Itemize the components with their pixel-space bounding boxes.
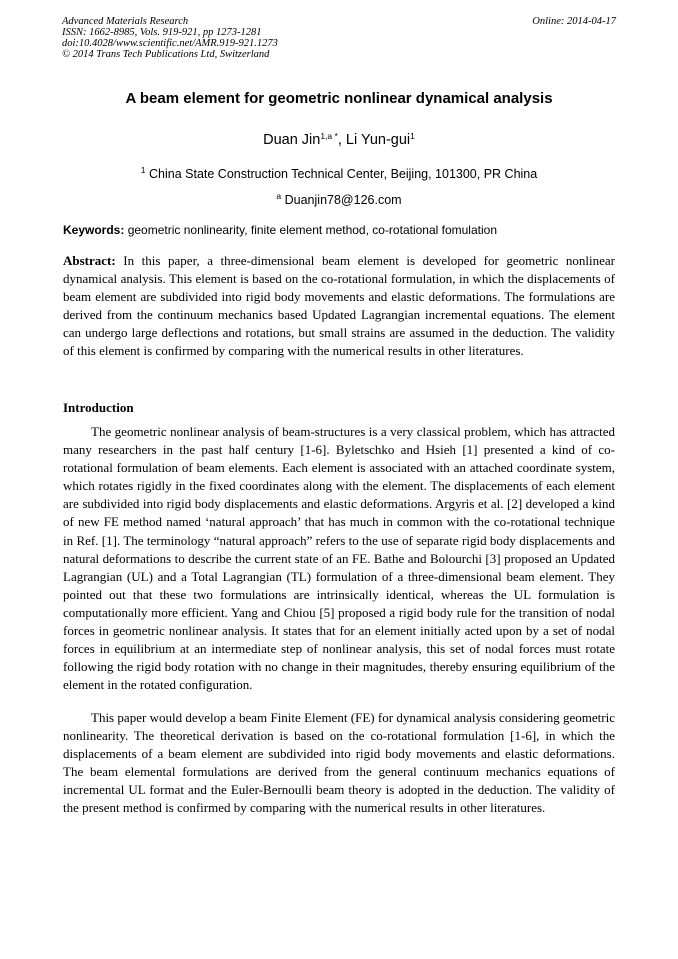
affiliation-superscript: 1 — [140, 165, 146, 175]
abstract — [63, 252, 615, 361]
abstract-label: Abstract: — [63, 253, 116, 268]
author-1: Duan Jin — [263, 132, 321, 148]
introduction-paragraph-1: The geometric nonlinear analysis of beam-structures is a very classical problem, which has attracted many researchers in the past half century [1-6]. Byletschko and Hsieh [1] presented a kind of co-rotational formulation of beam elements. Each element is associated with an attached coordinate system, which rotates rigidly in the fixed coordinates along with the element. The displacements of each element are subdivided into rigid body displacements and elastic deformations. Argyris et al. [2] developed a kind of new FE method named ‘natural approach’ that has much in common with the co-rotational technique in Ref. [1]. The terminology “natural approach” refers to the use of separate rigid body displacements and natural deformations to describe the current state of an FE. Bathe and Bolourchi [3] proposed an Updated Lagrangian (UL) and a Total Lagrangian (TL) formulation of a three-dimensional beam element. They pointed out that these two formulations are intrinsically identical, whereas the UL formulation is computationally more efficient. Yang and Chiou [5] proposed a rigid body rule for the transition of nodal forces in geometric nonlinear analysis. It states that for an element initially acted upon by a set of nodal forces in equilibrium at an intermediate step of nonlinear analysis, this set of nodal forces must rotate following the rigid body rotation with no change in their magnitudes, thereby ensuring equilibrium of the element in the rotated configuration. — [63, 424, 615, 693]
author-2-superscript: 1 — [410, 131, 415, 141]
issn-line: ISSN: 1662-8985, Vols. 919-921, pp 1273-1281 — [62, 27, 262, 38]
keywords-label: Keywords: — [63, 223, 125, 237]
affiliation-line — [40, 165, 638, 183]
copyright-line: © 2014 Trans Tech Publications Ltd, Switzerland — [62, 49, 270, 60]
keywords-text: geometric nonlinearity, finite element method, co-rotational fomulation — [124, 223, 497, 237]
online-date: Online: 2014-04-17 — [532, 16, 616, 27]
introduction-heading: Introduction — [63, 400, 134, 415]
abstract-text: In this paper, a three-dimensional beam element is developed for geometric nonlinear dynamical analysis. This element is based on the co-rotational formulation, in which the displacements of beam element are subdivided into rigid body movements and elastic deformations. The formulations are derived from the continuum mechanics based Updated Lagrangian incremental equations. The element can undergo large deflections and rotations, but small strains are assumed in the deduction. The validity of this element is confirmed by comparing with the numerical results in other literatures. — [63, 253, 615, 359]
author-line — [40, 130, 638, 150]
affiliation-text: China State Construction Technical Center, Beijing, 101300, PR China — [145, 167, 538, 181]
paper-title: A beam element for geometric nonlinear dynamical analysis — [125, 90, 553, 107]
journal-name: Advanced Materials Research — [62, 16, 189, 27]
doi-line: doi:10.4028/www.scientific.net/AMR.919-921.1273 — [62, 38, 278, 49]
author-2: , Li Yun-gui — [337, 132, 411, 148]
email-line — [40, 191, 638, 209]
email-superscript: a — [276, 191, 282, 201]
introduction-paragraph-2: This paper would develop a beam Finite Element (FE) for dynamical analysis considering geometric nonlinearity. The theoretical derivation is based on the co-rotational formulation [1-6], in which the displacements of a beam element are subdivided into rigid body movements and elastic deformations. The beam elemental formulations are derived from the general continuum mechanics equations of incremental UL format and the Euler-Bernoulli beam theory is adopted in the deduction. The validity of the present method is confirmed by comparing with the numerical results in other literatures. — [63, 710, 615, 816]
keywords-line — [63, 221, 615, 239]
author-1-superscript: 1,a * — [320, 131, 338, 141]
journal-header — [62, 16, 402, 60]
email-address: Duanjin78@126.com — [281, 193, 402, 207]
